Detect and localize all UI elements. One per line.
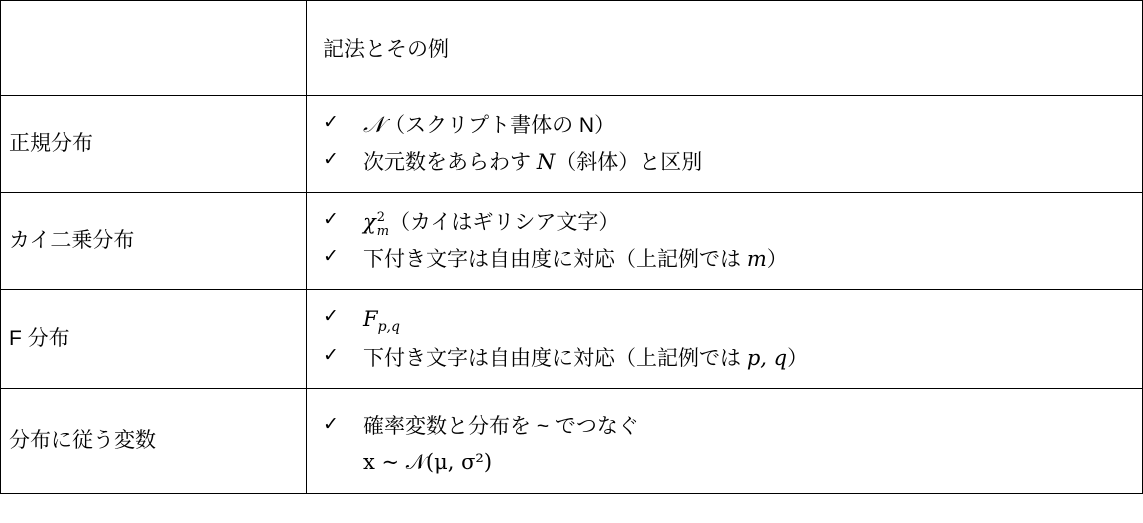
table-row (1, 96, 1143, 193)
table-row (1, 290, 1143, 389)
italic-n-symbol: N (536, 149, 556, 174)
table-row (1, 193, 1143, 290)
row-label-f-distribution: F 分布 (9, 327, 70, 351)
list-item-suffix: ） (787, 347, 809, 371)
checkmark-icon: ✓ (323, 112, 339, 133)
row-label-cell (1, 193, 307, 290)
row-content-variable-following-distribution (307, 398, 1142, 485)
list-item-prefix: 下付き文字は自由度に対応（上記例では (363, 347, 747, 371)
italic-pq-symbol: p, q (746, 346, 788, 371)
list-item-text (363, 208, 619, 237)
header-label-empty (1, 38, 306, 58)
list-item-text (363, 148, 702, 177)
list-item-suffix: （斜体）と区別 (555, 150, 703, 174)
row-label-cell (1, 96, 307, 193)
list-item-prefix: 次元数をあらわす (363, 150, 537, 174)
table-row (1, 389, 1143, 494)
list-item-prefix: 下付き文字は自由度に対応（上記例では (363, 247, 747, 271)
row-label-cell (1, 389, 307, 494)
checkmark-icon: ✓ (323, 148, 339, 170)
chi-supsub (377, 211, 389, 238)
list-item-text (363, 344, 808, 373)
checkmark-icon: ✓ (323, 414, 339, 436)
row-label-cell (1, 290, 307, 389)
chi-symbol: χ (363, 210, 376, 235)
table-header-row (1, 1, 1143, 96)
checkmark-icon: ✓ (323, 306, 339, 328)
list-item-text: 確率変数と分布を ~ でつなぐ (363, 415, 639, 439)
list-item-text (363, 245, 788, 274)
script-n-symbol: 𝒩 (363, 113, 385, 138)
list-item-suffix: （カイはギリシア文字） (389, 211, 620, 235)
italic-m-symbol: m (746, 246, 767, 271)
row-label-chi-squared-distribution: カイ二乗分布 (9, 228, 135, 252)
chi-subscript: m (376, 223, 390, 239)
list-item (323, 344, 1142, 373)
list-item-suffix: （スクリプト書体の N） (384, 114, 616, 137)
italic-f-symbol: F (363, 307, 378, 332)
bullet-list (323, 111, 1142, 177)
bullet-list (323, 413, 1142, 441)
chi-superscript: 2 (376, 210, 386, 226)
list-item (323, 208, 1142, 237)
row-content-cell (307, 290, 1143, 389)
bullet-list (323, 305, 1142, 373)
row-content-cell (307, 96, 1143, 193)
row-content-cell (307, 193, 1143, 290)
row-content-chi-squared-distribution (307, 193, 1142, 289)
header-cell-notation (307, 1, 1143, 96)
list-item-suffix: ） (766, 247, 788, 271)
list-item-text (363, 111, 615, 141)
list-item (323, 413, 1142, 441)
checkmark-icon: ✓ (323, 345, 339, 367)
header-label-notation: 記法とその例 (323, 38, 449, 61)
row-content-normal-distribution (307, 96, 1142, 192)
list-item-text (363, 305, 400, 337)
header-cell-empty (1, 1, 307, 96)
list-item (323, 245, 1142, 274)
list-item (323, 111, 1142, 141)
f-subscript: p,q (377, 319, 400, 336)
row-label-variable-following-distribution: 分布に従う変数 (9, 429, 156, 453)
checkmark-icon: ✓ (323, 209, 339, 231)
list-item (323, 148, 1142, 177)
bullet-list (323, 208, 1142, 274)
checkmark-icon: ✓ (323, 245, 339, 267)
formula-line: x ~ 𝒩(μ, σ²) (363, 450, 493, 475)
list-item (323, 305, 1142, 337)
row-content-f-distribution (307, 290, 1142, 388)
row-label-normal-distribution: 正規分布 (9, 131, 93, 155)
row-content-cell (307, 389, 1143, 494)
